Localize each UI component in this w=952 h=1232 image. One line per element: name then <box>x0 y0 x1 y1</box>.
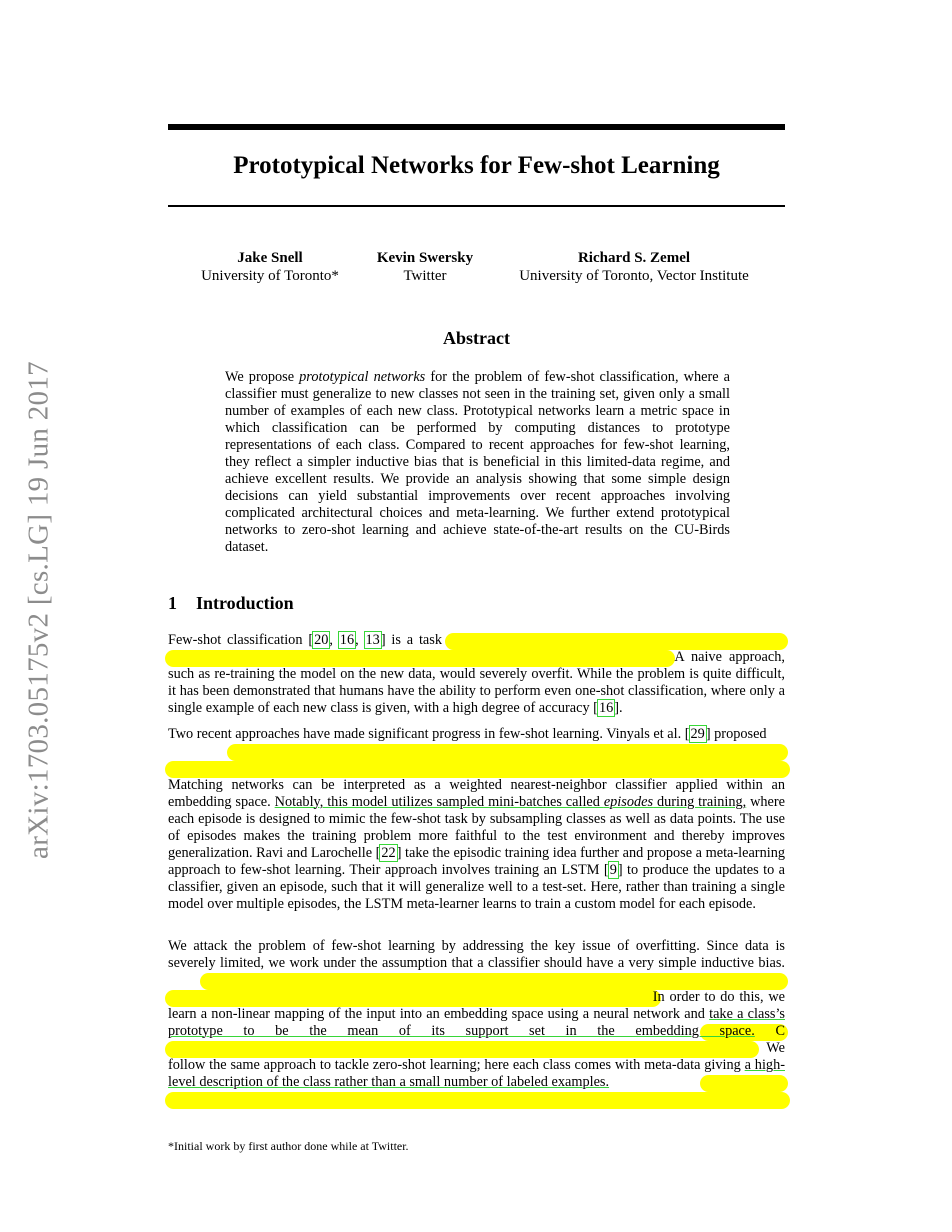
citation-link[interactable]: 13 <box>365 632 380 648</box>
abstract-term: prototypical networks <box>299 369 426 385</box>
abstract-text: We propose prototypical networks for the problem of few-shot classification, where a classifier must generalize to new classes not seen in the training set, given only a small number of examples of each new class. Prototypical networks learn a metric space in which classification can be performed by computing distances to prototype representations of each class. Compared to recent approaches for few-shot learning, they reflect a simpler inductive bias that is beneficial in this limited-data regime, and achieve excellent results. We provide an analysis showing that some simple design decisions can yield substantial improvements over recent approaches involving complicated architectural choices and meta-learning. We further extend prototypical networks to zero-shot learning and achieve state-of-the-art results on the CU-Birds dataset. <box>225 369 730 555</box>
citation-link[interactable]: 9 <box>609 862 617 878</box>
paragraph: Few-shot classification [20, 16, 13] is a task A naive approach, such as re-training the model on the new data, would severely overfit. While the problem is quite difficult, it has been demonstrated that humans have the ability to perform even one-shot classification, where only a single example of each new class is given, with a high degree of accuracy [16]. <box>168 632 785 716</box>
author-name: Jake Snell <box>237 250 303 266</box>
section-number: 1 <box>168 593 177 613</box>
title-rule-top <box>168 124 785 130</box>
redaction-highlight <box>165 761 790 778</box>
citation-link[interactable]: 20 <box>314 632 329 648</box>
paragraph: We attack the problem of few-shot learning by addressing the key issue of overfitting. Since data is severely limited, we work under the assumption that a classifier should have a very simple inductive bias. In order to do this, we learn a non-linear mapping of the input into an embedding space using a neural network and take a class’s prototype to be the mean of its support set in the embedding space. C We follow the same approach to tackle zero-shot learning; here each class comes with meta-data giving a high-level description of the class rather than a small number of labeled examples. <box>168 938 786 1090</box>
arxiv-stamp: arXiv:1703.05175v2 [cs.LG] 19 Jun 2017 <box>22 361 55 859</box>
citation-link[interactable]: 29 <box>690 726 705 742</box>
annotated-sentence: a high-level description of the class rather than a small number of labeled examples. <box>168 1057 785 1090</box>
author-affiliation: University of Toronto* <box>201 268 339 284</box>
annotated-sentence: Notably, this model utilizes sampled mini-batches called episodes during training, <box>274 794 747 810</box>
citation-link[interactable]: 16 <box>339 632 355 648</box>
annotated-sentence: take a class’s prototype to be the mean of its support set in the embedding space. <box>168 1006 785 1039</box>
author-2 <box>362 249 488 285</box>
redaction-highlight <box>165 1092 790 1109</box>
paper-title: Prototypical Networks for Few-shot Learning <box>233 152 720 179</box>
section-heading <box>168 593 294 614</box>
author-1 <box>190 249 350 285</box>
paragraph: Matching networks can be interpreted as a weighted nearest-neighbor classifier applied within an embedding space. Notably, this model utilizes sampled mini-batches called episodes during training, where each episode is designed to mimic the few-shot task by subsampling classes as well as data points. The use of episodes makes the training problem more faithful to the test environment and thereby improves generalization. Ravi and Larochelle [22] take the episodic training idea further and propose a meta-learning approach to few-shot learning. Their approach involves training an LSTM [9] to produce the updates to a classifier, given an episode, such that it will generalize well to a test-set. Here, rather than training a single model over multiple episodes, the LSTM meta-learner learns to train a custom model for each episode. <box>168 777 786 912</box>
abstract-heading: Abstract <box>443 328 510 348</box>
citation-link[interactable]: 16 <box>598 700 614 716</box>
author-name: Kevin Swersky <box>376 250 474 266</box>
citation-link[interactable]: 22 <box>381 845 396 861</box>
author-name: Richard S. Zemel <box>577 250 691 266</box>
paragraph: Two recent approaches have made significant progress in few-shot learning. Vinyals et al. [29] proposed <box>168 726 767 742</box>
author-affiliation: Twitter <box>403 268 447 284</box>
author-3 <box>508 249 760 285</box>
author-affiliation: University of Toronto, Vector Institute <box>519 268 749 284</box>
redaction-highlight <box>227 744 788 761</box>
title-rule-bottom <box>168 205 785 207</box>
footnote: *Initial work by first author done while at Twitter. <box>168 1139 409 1153</box>
section-title: Introduction <box>196 593 294 613</box>
